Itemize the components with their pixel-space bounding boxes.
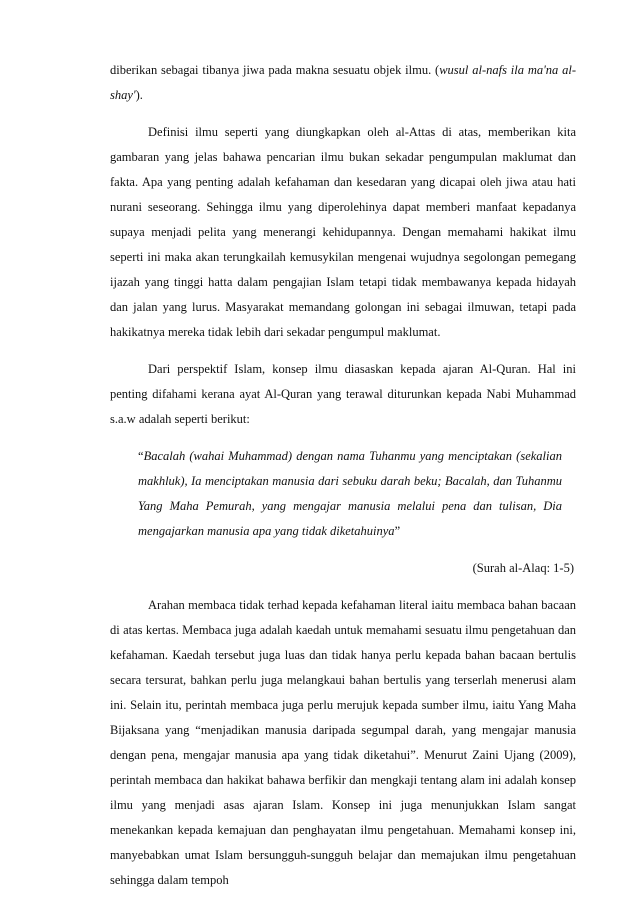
quote-open-mark: “ (138, 449, 144, 463)
paragraph-text: diberikan sebagai tibanya jiwa pada makna sesuatu objek ilmu. ( (110, 63, 440, 77)
arabic-term: wusul al-nafs ila ma'na al-shay' (110, 63, 576, 102)
paragraph-end: ). (135, 88, 143, 102)
paragraph-perspective: Dari perspektif Islam, konsep ilmu diasaskan kepada ajaran Al-Quran. Hal ini penting difahami kerana ayat Al-Quran yang terawal diturunkan kepada Nabi Muhammad s.a.w adalah seperti berikut: (110, 362, 576, 426)
paragraph-definition: Definisi ilmu seperti yang diungkapkan oleh al-Attas di atas, memberikan kita gambaran yang jelas bahawa pencarian ilmu bukan sekadar pengumpulan maklumat dan fakta. Apa yang penting adalah kefahaman dan kesedaran yang dicapai oleh jiwa atau hati nurani seseorang. Sehingga ilmu yang diperolehinya dapat memberi manfaat kepadanya supaya menjadi pelita yang menerangi kehidupannya. Dengan memahami hakikat ilmu seperti ini maka akan terungkailah kemusykilan mengenai wujudnya segolongan pemegang ijazah yang tinggi hatta dalam pengajian Islam tetapi tidak membawanya kepada hidayah dan jalan yang lurus. Masyarakat memandang golongan ini sebagai ilmuwan, tetapi pada hakikatnya mereka tidak lebih dari sekadar pengumpul maklumat. (110, 125, 576, 339)
paragraph-reading: Arahan membaca tidak terhad kepada kefahaman literal iaitu membaca bahan bacaan di atas kertas. Membaca juga adalah kaedah untuk memahami sesuatu ilmu pengetahuan dan kefahaman. Kaedah tersebut juga luas dan tidak hanya perlu kepada bahan bacaan bertulis secara tersurat, bahkan perlu juga melangkaui bahan bertulis yang terserlah menerusi alam ini. Selain itu, perintah membaca juga perlu merujuk kepada sumber ilmu, iaitu Yang Maha Bijaksana yang “menjadikan manusia daripada segumpal darah, yang mengajar manusia dengan pena, mengajar manusia apa yang tidak diketahui”. Menurut Zaini Ujang (2009), perintah membaca dan hakikat bahawa berfikir dan mengkaji tentang alam ini adalah konsep ilmu yang menjadi asas ajaran Islam. Konsep ini juga menunjukkan Islam sangat menekankan kepada kemajuan dan penghayatan ilmu pengetahuan. Memahami konsep ini, manyebabkan umat Islam bersungguh-sungguh belajar dan memajukan ilmu pengetahuan sehingga dalam tempoh (110, 598, 576, 887)
quran-quote (138, 444, 562, 544)
quote-text: Bacalah (wahai Muhammad) dengan nama Tuhanmu yang menciptakan (sekalian makhluk), Ia menciptakan manusia dari sebuku darah beku; Bacalah, dan Tuhanmu Yang Maha Pemurah, yang mengajar manusia melalui pena dan tulisan, Dia mengajarkan manusia apa yang tidak diketahuinya (138, 449, 562, 538)
paragraph-continuation (110, 58, 576, 108)
quote-source: (Surah al-Alaq: 1-5) (472, 561, 574, 575)
quote-close-mark: ” (394, 524, 401, 538)
document-page (110, 58, 576, 893)
